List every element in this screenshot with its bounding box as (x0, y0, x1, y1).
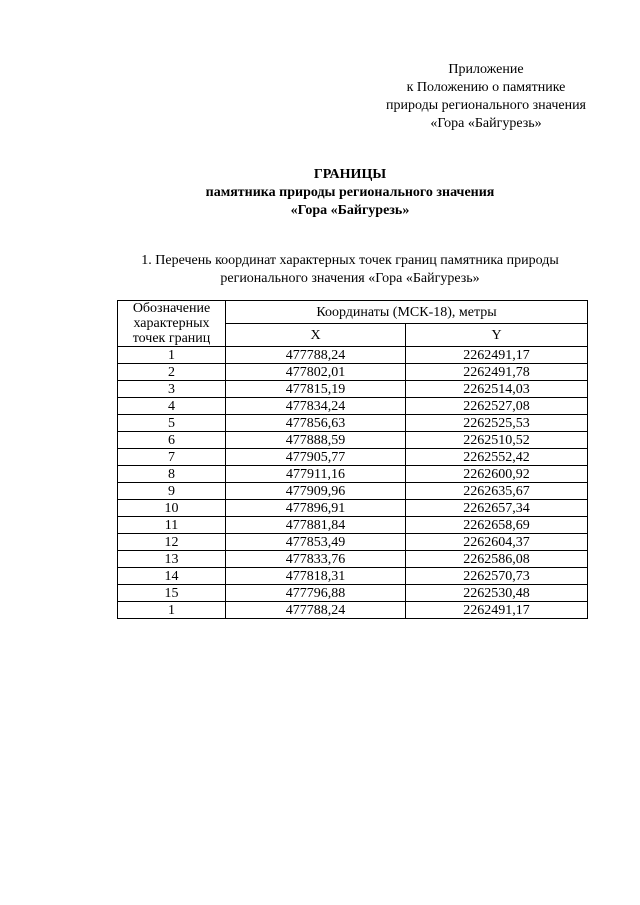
y-coordinate-cell: 2262657,34 (406, 500, 588, 517)
point-number-cell: 6 (118, 432, 226, 449)
table-row (118, 449, 588, 466)
y-coordinate-cell: 2262570,73 (406, 568, 588, 585)
x-coordinate-cell: 477911,16 (226, 466, 406, 483)
y-coordinate-cell: 2262658,69 (406, 517, 588, 534)
table-row (118, 551, 588, 568)
y-coordinate-cell: 2262527,08 (406, 398, 588, 415)
y-coordinate-cell: 2262525,53 (406, 415, 588, 432)
section-heading-line-2: регионального значения «Гора «Байгурезь» (220, 271, 480, 286)
y-coordinate-cell: 2262530,48 (406, 585, 588, 602)
point-number-cell: 2 (118, 364, 226, 381)
point-number-cell: 14 (118, 568, 226, 585)
y-coordinate-cell: 2262600,92 (406, 466, 588, 483)
y-coordinate-cell: 2262586,08 (406, 551, 588, 568)
table-row (118, 568, 588, 585)
point-number-cell: 7 (118, 449, 226, 466)
point-number-cell: 1 (118, 602, 226, 619)
title-line-2: памятника природы регионального значения (205, 185, 495, 200)
table-row (118, 432, 588, 449)
header-x: X (226, 324, 406, 347)
x-coordinate-cell: 477788,24 (226, 347, 406, 364)
x-coordinate-cell: 477896,91 (226, 500, 406, 517)
coordinates-table-body (118, 347, 588, 619)
document-title (100, 166, 600, 220)
point-number-cell: 9 (118, 483, 226, 500)
y-coordinate-cell: 2262604,37 (406, 534, 588, 551)
header-point-line-1: Обозначение (132, 301, 211, 316)
x-coordinate-cell: 477856,63 (226, 415, 406, 432)
x-coordinate-cell: 477796,88 (226, 585, 406, 602)
table-row (118, 381, 588, 398)
table-row (118, 534, 588, 551)
header-coordinates: Координаты (МСК-18), метры (226, 301, 588, 324)
section-heading-line-1: 1. Перечень координат характерных точек границ памятника природы (141, 253, 559, 268)
x-coordinate-cell: 477834,24 (226, 398, 406, 415)
x-coordinate-cell: 477881,84 (226, 517, 406, 534)
point-number-cell: 1 (118, 347, 226, 364)
title-line-1: ГРАНИЦЫ (313, 167, 387, 182)
x-coordinate-cell: 477815,19 (226, 381, 406, 398)
header-y: Y (406, 324, 588, 347)
header-point-line-3: точек границ (132, 331, 211, 346)
x-coordinate-cell: 477818,31 (226, 568, 406, 585)
x-coordinate-cell: 477788,24 (226, 602, 406, 619)
point-number-cell: 11 (118, 517, 226, 534)
x-coordinate-cell: 477905,77 (226, 449, 406, 466)
point-number-cell: 4 (118, 398, 226, 415)
y-coordinate-cell: 2262552,42 (406, 449, 588, 466)
appendix-line-3: природы регионального значения (386, 98, 586, 113)
y-coordinate-cell: 2262491,17 (406, 347, 588, 364)
header-point-line-2: характерных (133, 316, 210, 331)
y-coordinate-cell: 2262491,78 (406, 364, 588, 381)
point-number-cell: 13 (118, 551, 226, 568)
point-number-cell: 8 (118, 466, 226, 483)
y-coordinate-cell: 2262491,17 (406, 602, 588, 619)
section-heading (100, 252, 600, 288)
appendix-note (360, 61, 612, 133)
x-coordinate-cell: 477853,49 (226, 534, 406, 551)
title-line-3: «Гора «Байгурезь» (290, 203, 410, 218)
y-coordinate-cell: 2262510,52 (406, 432, 588, 449)
y-coordinate-cell: 2262514,03 (406, 381, 588, 398)
table-row (118, 517, 588, 534)
table-row (118, 602, 588, 619)
x-coordinate-cell: 477833,76 (226, 551, 406, 568)
point-number-cell: 10 (118, 500, 226, 517)
table-row (118, 398, 588, 415)
x-coordinate-cell: 477888,59 (226, 432, 406, 449)
table-row (118, 585, 588, 602)
x-coordinate-cell: 477909,96 (226, 483, 406, 500)
appendix-line-4: «Гора «Байгурезь» (430, 116, 542, 131)
table-row (118, 500, 588, 517)
coordinates-table (117, 300, 588, 619)
table-row (118, 415, 588, 432)
x-coordinate-cell: 477802,01 (226, 364, 406, 381)
table-row (118, 466, 588, 483)
header-point-name (118, 301, 226, 347)
point-number-cell: 3 (118, 381, 226, 398)
point-number-cell: 15 (118, 585, 226, 602)
appendix-line-1: Приложение (448, 62, 524, 77)
point-number-cell: 12 (118, 534, 226, 551)
point-number-cell: 5 (118, 415, 226, 432)
table-row (118, 483, 588, 500)
table-row (118, 364, 588, 381)
appendix-line-2: к Положению о памятнике (406, 80, 566, 95)
table-row (118, 347, 588, 364)
y-coordinate-cell: 2262635,67 (406, 483, 588, 500)
